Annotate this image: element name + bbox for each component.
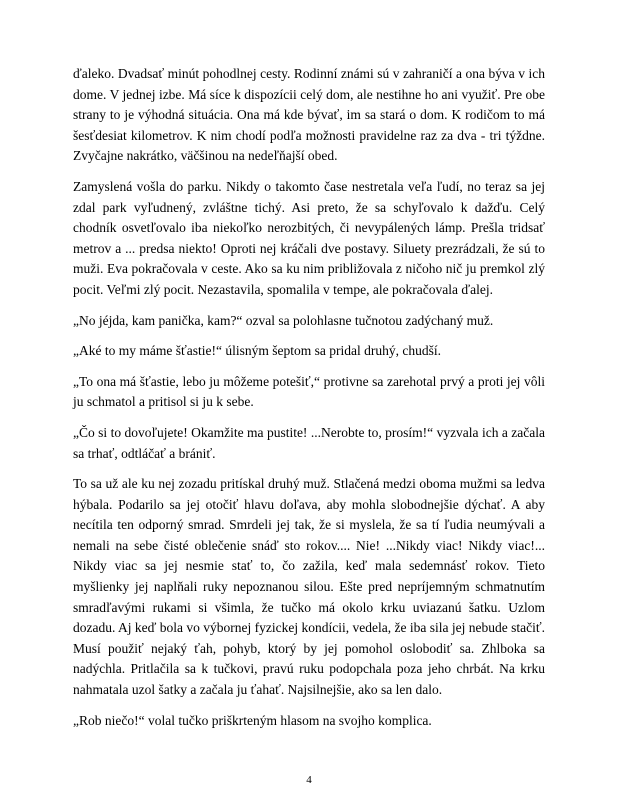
page-number: 4 <box>306 774 312 786</box>
paragraph-1: ďaleko. Dvadsať minút pohodlnej cesty. Rodinní známi sú v zahraničí a ona býva v ich dome. V jednej izbe. Má síce k dispozícii celý dom, ale nestihne ho ani využiť. Pre obe strany to je výhodná situácia. Ona má kde bývať, im sa stará o dom. K rodičom to má šesťdesiat kilometrov. K nim chodí podľa možnosti pravidelne raz za dva - tri týždne. Zvyčajne nakrátko, väčšinou na nedeľňajší obed. <box>73 66 545 164</box>
paragraph-7: To sa už ale ku nej zozadu pritískal druhý muž. Stlačená medzi oboma mužmi sa ledva hýbala. Podarilo sa jej otočiť hlavu doľava, aby mohla slobodnejšie dýchať. A aby necítila ten odporný smrad. Smrdeli jej tak, že si myslela, že sa tí ľudia neumývali a nemali na sebe čisté oblečenie snáď sto rokov.... Nie! ...Nikdy viac! Nikdy viac!... Nikdy viac sa jej nesmie stať to, čo zažila, keď mala sedemnásť rokov. Tieto myšlienky jej naplňali ruky nepoznanou silou. Ešte pred nepríjemným schmatnutím smradľavými rukami si všimla, že tučko má okolo krku uviazanú šatku. Uzlom dozadu. Aj keď bola vo výbornej fyzickej kondícii, vedela, že iba sila jej nebude stačiť. Musí použiť nejaký ťah, pohyb, ktorý by jej pomohol oslobodiť sa. Zhlboka sa nadýchla. Pritlačila sa k tučkovi, pravú ruku podopchala poza jeho chrbát. Na krku nahmatala uzol šatky a začala ju ťahať. Najsilnejšie, ako sa len dalo. <box>73 476 545 698</box>
paragraph-6: „Čo si to dovoľujete! Okamžite ma pustite! ...Nerobte to, prosím!“ vyzvala ich a začala sa trhať, odtláčať a brániť. <box>73 424 545 461</box>
page-body <box>73 64 545 741</box>
paragraph-3: „No jéjda, kam panička, kam?“ ozval sa polohlasne tučnotou zadýchaný muž. <box>73 312 494 328</box>
paragraph-8: „Rob niečo!“ volal tučko priškrteným hlasom na svojho komplica. <box>73 712 432 728</box>
paragraph-5: „To ona má šťastie, lebo ju môžeme potešiť,“ protivne sa zarehotal prvý a proti jej vôli ju schmatol a pritisol si ju k sebe. <box>73 373 545 410</box>
paragraph-2: Zamyslená vošla do parku. Nikdy o takomto čase nestretala veľa ľudí, no teraz sa jej zdal park vyľudnený, zvláštne tichý. Asi preto, že sa schyľovalo k dažďu. Celý chodník osvetľovalo iba niekoľko nerozbitých, či nevypálených lámp. Prešla tridsať metrov a ... predsa niekto! Oproti nej kráčali dve postavy. Siluety prezrádzali, že sú to muži. Eva pokračovala v ceste. Ako sa ku nim približovala z ničoho nič ju premkol zlý pocit. Veľmi zlý pocit. Nezastavila, spomalila v tempe, ale pokračovala ďalej. <box>73 178 545 297</box>
paragraph-4: „Aké to my máme šťastie!“ úlisným šeptom sa pridal druhý, chudší. <box>73 343 441 359</box>
